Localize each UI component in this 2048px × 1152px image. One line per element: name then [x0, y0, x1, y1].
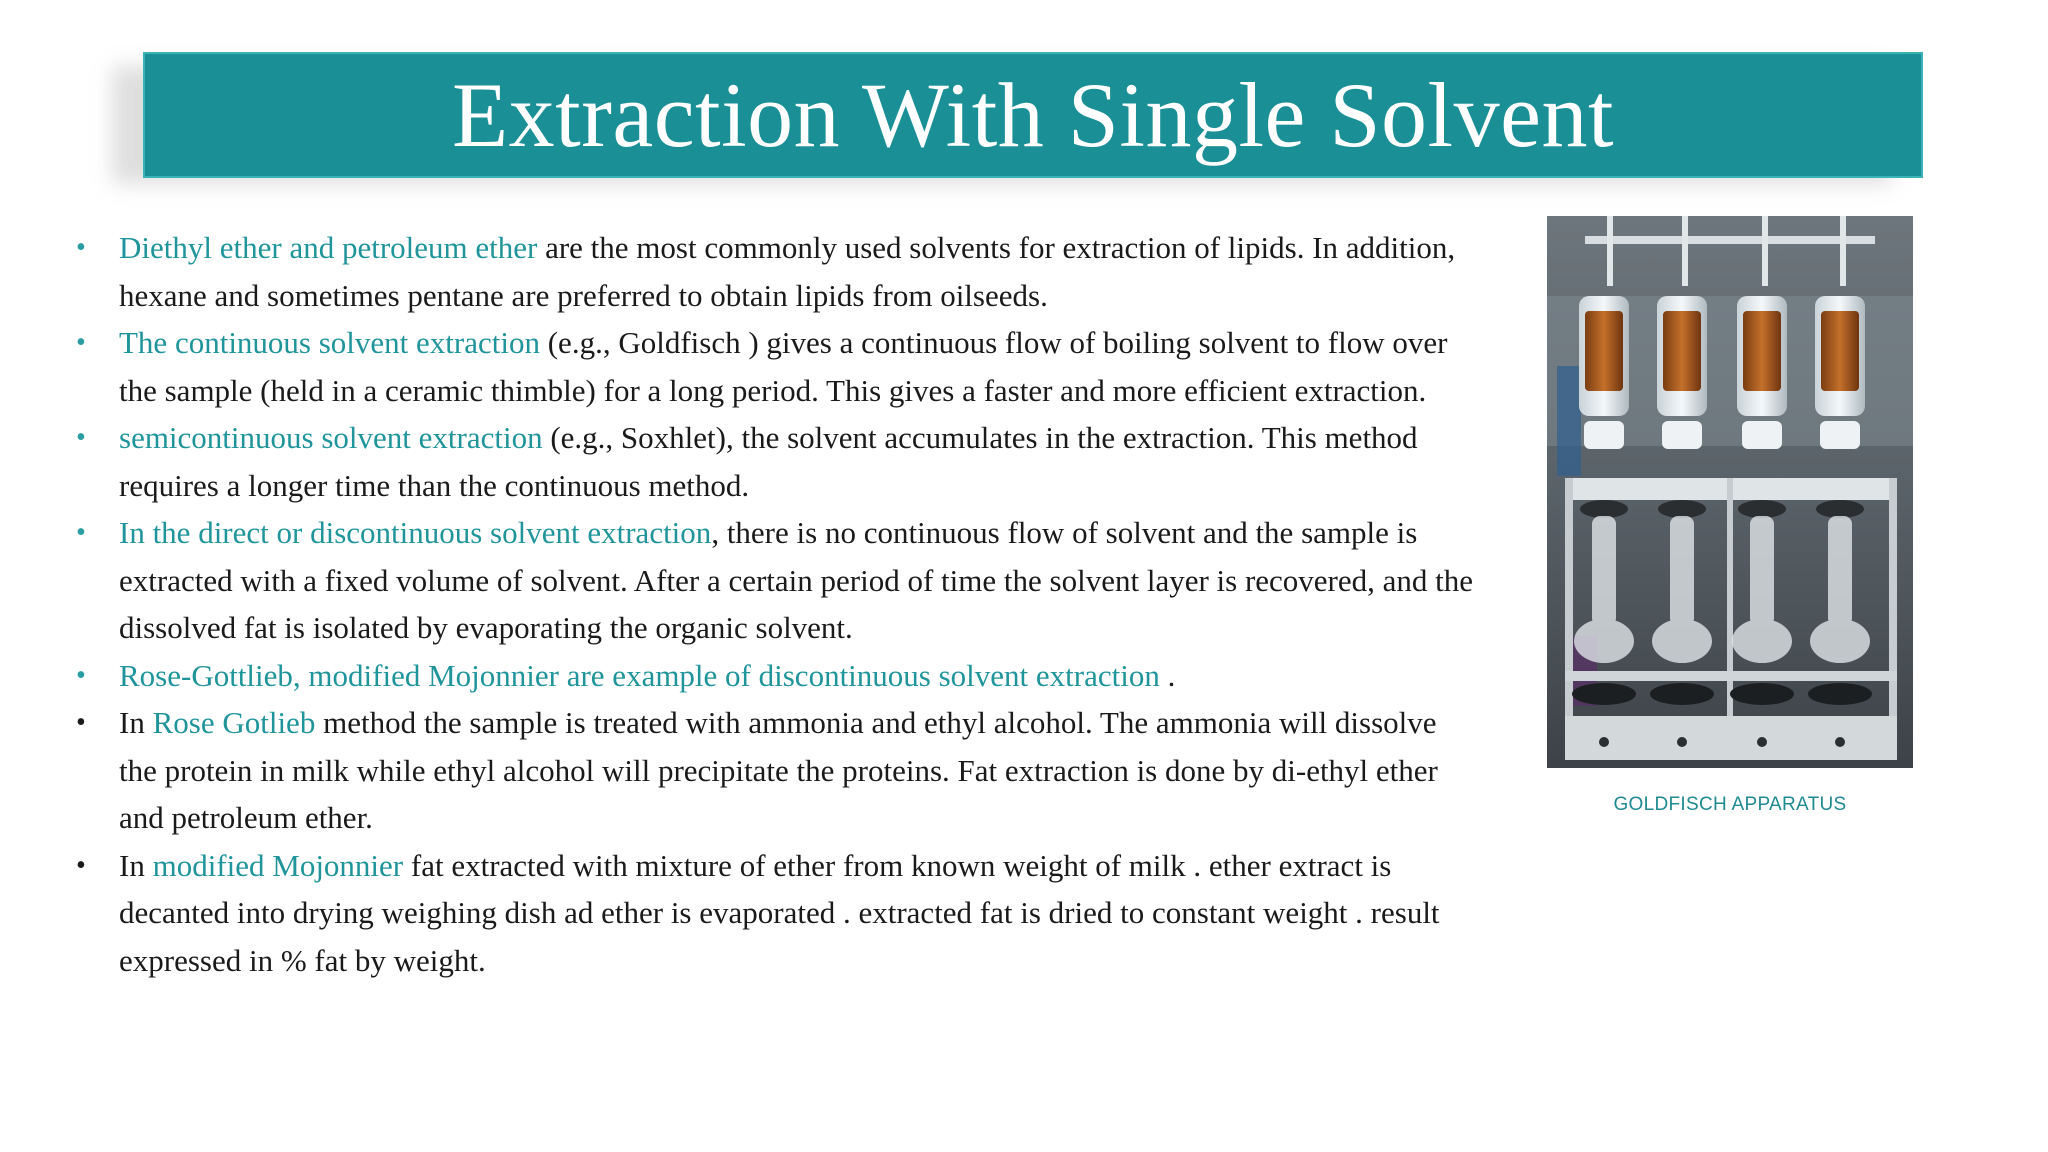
figure-caption: GOLDFISCH APPARATUS: [1613, 794, 1847, 815]
bullet-list: [76, 224, 1476, 984]
bullet-highlight: Rose Gotlieb: [152, 705, 316, 740]
bullet-marker: •: [76, 849, 86, 881]
bullet-highlight: The continuous solvent extraction: [119, 325, 540, 360]
bullet-marker: •: [76, 707, 86, 738]
bullet-text: .: [1159, 657, 1176, 693]
goldfisch-apparatus-photo: [1547, 216, 1913, 768]
bullet-highlight: modified Mojonnier: [152, 847, 404, 883]
bullet-marker: •: [76, 517, 86, 548]
bullet-text: , there is no continuous flow of solvent and the sample is extracted with a fixed volume of solvent. After a certain period of time the solvent layer is recovered, and the dissolved fat is isolated by evaporating the organic solvent.: [119, 515, 1474, 645]
bullet-highlight: In the direct or discontinuous solvent extraction: [119, 515, 712, 550]
bullet-text: (e.g., Soxhlet), the solvent accumulates in the extraction. This method requires a longer time than the continuous method.: [119, 420, 1418, 503]
bullet-marker: •: [76, 659, 86, 691]
slide-title: Extraction With Single Solvent: [451, 64, 1615, 166]
bullet-item: [76, 224, 1476, 319]
bullet-item: [76, 319, 1476, 414]
bullet-text: method the sample is treated with ammonia and ethyl alcohol. The ammonia will dissolve the protein in milk while ethyl alcohol will precipitate the proteins. Fat extraction is done by di-ethyl ether and petroleum ether.: [119, 705, 1438, 835]
bullet-marker: •: [76, 232, 86, 263]
bullet-marker: •: [76, 327, 86, 358]
title-banner: [143, 52, 1923, 178]
bullet-text: fat extracted with mixture of ether from known weight of milk . ether extract is decanted into drying weighing dish ad ether is evaporated . extracted fat is dried to constant weight . result expressed in % fat by weight.: [119, 847, 1440, 978]
bullet-prefix: In: [119, 847, 153, 883]
apparatus-illustration: [1547, 216, 1913, 768]
bullet-item: [76, 414, 1476, 509]
bullet-item: [76, 842, 1476, 985]
bullet-item: [76, 652, 1476, 700]
bullet-text: (e.g., Goldfisch ) gives a continuous flow of boiling solvent to flow over the sample (held in a ceramic thimble) for a long period. This gives a faster and more efficient extraction.: [119, 325, 1448, 408]
bullet-highlight: Rose-Gottlieb, modified Mojonnier are example of discontinuous solvent extraction: [119, 657, 1160, 693]
bullet-highlight: semicontinuous solvent extraction: [119, 420, 543, 455]
bullet-item: [76, 699, 1476, 842]
bullet-text: are the most commonly used solvents for extraction of lipids. In addition, hexane and sometimes pentane are preferred to obtain lipids from oilseeds.: [119, 230, 1456, 313]
bullet-prefix: In: [119, 705, 153, 740]
bullet-item: [76, 509, 1476, 652]
bullet-marker: •: [76, 422, 86, 453]
bullet-highlight: Diethyl ether and petroleum ether: [119, 230, 538, 265]
